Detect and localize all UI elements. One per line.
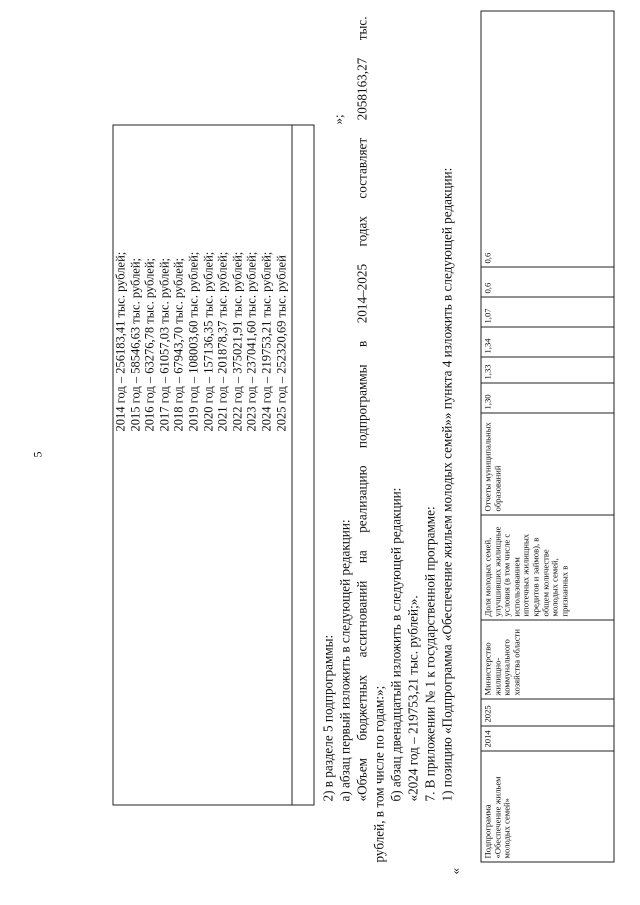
cell-value: 1,07 <box>481 297 614 327</box>
table-bottom-rule <box>292 126 293 805</box>
year-amount-row: 2023 год – 237041,60 тыс. рублей; <box>244 251 259 432</box>
year-amount-row: 2021 год – 201878,37 тыс. рублей; <box>215 251 230 432</box>
year-amount-row: 2016 год – 63276,78 тыс. рублей; <box>142 257 157 432</box>
cell-value: 1,34 <box>481 327 614 357</box>
year-amount-row: 2018 год – 67943,70 тыс. рублей; <box>171 257 186 432</box>
opening-quote: « <box>447 868 463 875</box>
paragraph-appendix: 7. В приложении № 1 к государственной программе: <box>422 506 438 802</box>
year-amounts-list <box>114 252 289 432</box>
page-number: 5 <box>30 451 45 458</box>
year-amount-row: 2015 год – 58546,63 тыс. рублей; <box>128 257 143 432</box>
paragraph-section5: 2) в разделе 5 подпрограммы: <box>320 634 336 802</box>
cell-value: 0,6 <box>481 11 614 267</box>
paragraph-position: 1) позицию «Подпрограмма «Обеспечение жильем молодых семей»» пункта 4 изложить в следующей редакции: <box>439 167 455 802</box>
closing-quote: »; <box>330 114 346 125</box>
paragraph-b: б) абзац двенадцатый изложить в следующей редакции: <box>388 487 404 802</box>
cell-value: 0,6 <box>481 267 614 297</box>
year-amount-row: 2024 год – 219753,21 тыс. рублей; <box>259 251 274 432</box>
year-amount-row: 2025 год – 252320,69 тыс. рублей <box>274 255 289 432</box>
table-row <box>481 11 614 862</box>
subprogram-table <box>481 11 615 863</box>
year-amount-row: 2020 год – 157136,35 тыс. рублей; <box>201 251 216 432</box>
paragraph-a: а) абзац первый изложить в следующей редакции: <box>337 519 353 802</box>
year-amount-row: 2019 год – 108003,60 тыс. рублей; <box>186 251 201 432</box>
cell-indicator: Доля молодых семей, улучшивших жилищные условия (в том числе с использованием ипотечных жилищных кредитов и займов), в общем количестве молодых семей, признанных в <box>481 515 614 620</box>
year-amount-row: 2022 год – 375021,91 тыс. рублей; <box>230 251 245 432</box>
year-amount-row: 2017 год – 61057,03 тыс. рублей; <box>157 257 172 432</box>
cell-value: 1,33 <box>481 357 614 383</box>
cell-ministry: Министерство жилищно-коммунального хозяйства области <box>481 620 614 699</box>
paragraph-by-years: рублей, в том числе по годам:»; <box>371 685 387 863</box>
year-amount-row: 2014 год – 256183,41 тыс. рублей; <box>113 251 128 432</box>
cell-end-year: 2025 <box>481 699 614 726</box>
cell-start-year: 2014 <box>481 726 614 751</box>
paragraph-2024: «2024 год – 219753,21 тыс. рублей;». <box>405 595 421 802</box>
cell-subprogram: Подпрограмма «Обеспечение жильем молодых семей» <box>481 751 614 862</box>
amounts-table <box>113 125 315 806</box>
cell-source: Отчеты муниципальных образований <box>481 413 614 515</box>
rotated-page <box>3 0 640 903</box>
paragraph-budget: «Объем бюджетных ассигнований на реализацию подпрограммы в 2014–2025 годах составляет 2058163,27 тыс. <box>354 16 370 802</box>
cell-value: 1,30 <box>481 383 614 413</box>
